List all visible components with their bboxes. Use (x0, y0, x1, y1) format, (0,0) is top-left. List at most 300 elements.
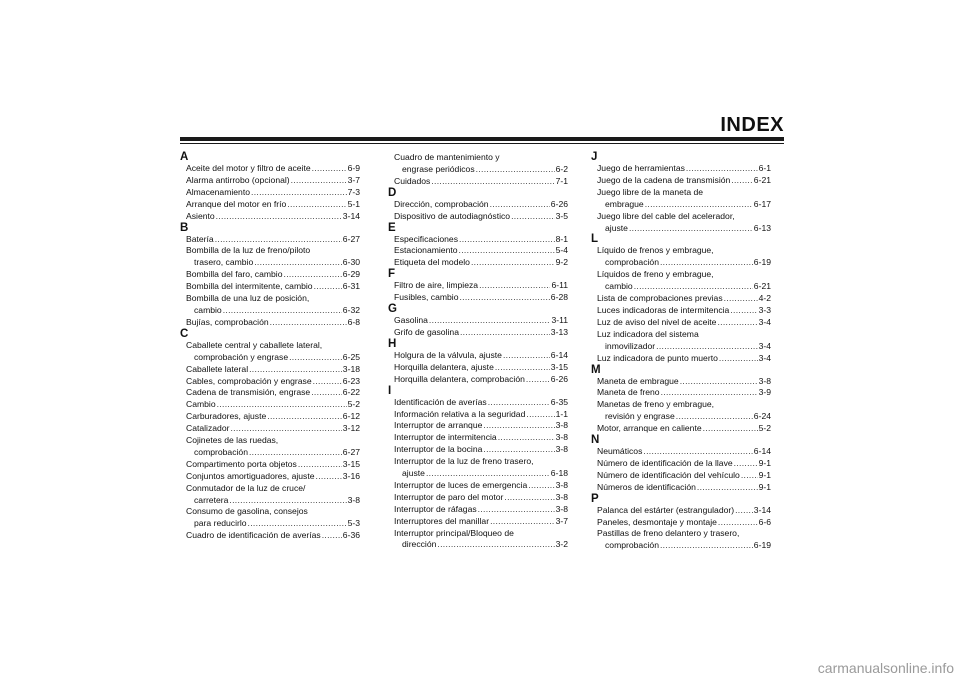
index-entry-text: Alarma antirrobo (opcional) (186, 174, 290, 185)
index-entry-page: 6-24 (753, 411, 771, 422)
index-entry-text: Interruptor de ráfagas (394, 503, 477, 514)
index-entry (388, 152, 568, 164)
index-entry-page: 3-4 (758, 352, 771, 363)
index-entry (388, 280, 568, 292)
dot-leader (284, 269, 342, 281)
index-entry-text: Palanca del estárter (estrangulador) (597, 504, 735, 515)
index-entry (180, 364, 360, 376)
index-entry (180, 435, 360, 447)
index-entry-page: 3-13 (550, 326, 568, 337)
index-entry (180, 495, 360, 507)
dot-leader (459, 234, 555, 246)
dot-leader (223, 305, 342, 317)
index-entry-page: 6-27 (342, 233, 360, 244)
dot-leader (504, 492, 554, 504)
index-entry-text: Horquilla delantera, ajuste (394, 361, 494, 372)
index-entry-page: 6-35 (550, 396, 568, 407)
dot-leader (479, 280, 550, 292)
index-entry-text: Lista de comprobaciones previas (597, 293, 723, 304)
index-entry-text: Paneles, desmontaje y montaje (597, 516, 717, 527)
index-entry (180, 411, 360, 423)
index-entry-page: 6-25 (342, 351, 360, 362)
index-entry (180, 340, 360, 352)
index-entry (388, 528, 568, 540)
index-entry-page: 6-1 (758, 163, 771, 173)
index-entry-text: Arranque del motor en frío (186, 198, 287, 209)
index-entry-text: Bujías, comprobación (186, 316, 269, 327)
dot-leader (478, 504, 555, 516)
dot-leader (717, 317, 757, 329)
dot-leader (298, 459, 342, 471)
index-entry (591, 540, 771, 552)
index-entry (591, 281, 771, 293)
index-entry-text: Caballete central y caballete lateral, (186, 339, 323, 350)
dot-leader (437, 539, 554, 551)
index-entry-text: Interruptor de la bocina (394, 444, 483, 455)
index-entry-text: carretera (194, 494, 229, 505)
index-entry-page: 6-13 (753, 222, 771, 233)
index-entry-page: 9-2 (555, 257, 568, 268)
index-entry-page: 6-17 (753, 198, 771, 209)
index-entry-page: 6-6 (758, 516, 771, 527)
index-entry (591, 505, 771, 517)
index-entry-text: Luz indicadora de punto muerto (597, 352, 718, 363)
index-entry-text: comprobación (605, 540, 659, 551)
index-entry-text: comprobación (605, 257, 659, 268)
index-entry-text: Interruptores del manillar (394, 515, 490, 526)
dot-leader (287, 199, 346, 211)
index-entry-text: Juego libre del cable del acelerador, (597, 210, 735, 221)
dot-leader (322, 530, 342, 542)
index-entry-text: Interruptor de arranque (394, 420, 483, 431)
index-entry (388, 374, 568, 386)
index-entry (591, 446, 771, 458)
dot-leader (476, 164, 555, 176)
index-entry (388, 432, 568, 444)
dot-leader (460, 327, 550, 339)
index-entry-text: Maneta de embrague (597, 375, 679, 386)
index-entry-text: Interruptor de luces de emergencia (394, 479, 528, 490)
dot-leader (314, 281, 342, 293)
index-entry-text: Bombilla del faro, cambio (186, 269, 283, 280)
dot-leader (719, 353, 758, 365)
dot-leader (289, 352, 342, 364)
index-entry-text: Luz indicadora del sistema (597, 328, 699, 339)
dot-leader (676, 411, 753, 423)
index-entry-text: Bombilla de una luz de posición, (186, 293, 310, 304)
index-entry (388, 292, 568, 304)
index-entry-text: engrase periódicos (402, 163, 475, 174)
watermark: carmanualsonline.info (817, 660, 954, 676)
index-entry (388, 350, 568, 362)
index-entry (591, 411, 771, 423)
index-entry-page: 6-31 (342, 281, 360, 292)
dot-leader (249, 364, 342, 376)
index-entry (180, 387, 360, 399)
index-entry-text: Interruptor principal/Bloqueo de (394, 527, 514, 538)
index-entry-text: Cables, comprobación y engrase (186, 375, 312, 386)
index-entry-text: Identificación de averías (394, 396, 487, 407)
index-entry-page: 3-14 (753, 504, 771, 515)
index-entry-page: 3-8 (555, 444, 568, 455)
index-entry (388, 257, 568, 269)
index-entry-text: Cuadro de identificación de averías (186, 530, 321, 541)
dot-leader (490, 199, 550, 211)
index-entry (591, 269, 771, 281)
index-letter-heading: N (591, 434, 600, 447)
index-entry (591, 376, 771, 388)
index-entry-text: Números de identificación (597, 481, 696, 492)
index-entry-text: Dirección, comprobación (394, 198, 489, 209)
index-entry-text: Asiento (186, 210, 215, 221)
dot-leader (645, 199, 753, 211)
index-entry-text: Carburadores, ajuste (186, 411, 267, 422)
index-entry-page: 3-8 (555, 479, 568, 490)
index-entry (591, 399, 771, 411)
index-entry-text: Líquidos de freno y embrague, (597, 269, 714, 280)
index-entry (180, 187, 360, 199)
index-entry-text: Catalizador (186, 423, 230, 434)
dot-leader (730, 305, 757, 317)
dot-leader (488, 397, 550, 409)
index-entry (388, 327, 568, 339)
dot-leader (741, 470, 758, 482)
index-entry-text: cambio (605, 281, 633, 292)
index-entry (180, 530, 360, 542)
index-entry (180, 281, 360, 293)
index-entry-page: 6-2 (555, 163, 568, 174)
index-entry-text: Holgura de la válvula, ajuste (394, 349, 502, 360)
index-entry-page: 6-22 (342, 387, 360, 398)
index-entry-text: trasero, cambio (194, 257, 254, 268)
index-entry (591, 187, 771, 199)
index-entry (388, 176, 568, 188)
index-entry (591, 199, 771, 211)
index-entry (591, 163, 771, 175)
index-entry-page: 3-9 (758, 387, 771, 398)
index-entry-text: Bombilla del intermitente, cambio (186, 281, 313, 292)
index-entry (388, 456, 568, 468)
index-entry-page: 7-1 (555, 175, 568, 186)
index-entry-page: 5-2 (347, 399, 360, 410)
index-entry-text: Juego libre de la maneta de (597, 186, 704, 197)
index-entry (591, 470, 771, 482)
index-entry-page: 3-7 (347, 174, 360, 185)
dot-leader (471, 257, 555, 269)
index-entry-text: Luz de aviso del nivel de aceite (597, 316, 717, 327)
index-entry (591, 329, 771, 341)
index-entry-text: Información relativa a la seguridad (394, 408, 526, 419)
index-entry-page: 3-15 (342, 458, 360, 469)
dot-leader (629, 223, 753, 235)
index-entry-page: 3-18 (342, 363, 360, 374)
index-entry-text: Dispositivo de autodiagnóstico (394, 210, 511, 221)
dot-leader (735, 505, 753, 517)
index-entry-text: Motor, arranque en caliente (597, 423, 702, 434)
index-letter-heading: L (591, 233, 599, 246)
index-entry-text: Líquido de frenos y embrague, (597, 245, 714, 256)
index-entry (180, 199, 360, 211)
index-entry (388, 539, 568, 551)
index-entry (388, 234, 568, 246)
index-entry-text: Cojinetes de las ruedas, (186, 435, 279, 446)
index-entry (180, 447, 360, 459)
index-entry-text: Batería (186, 233, 214, 244)
index-entry-text: Caballete lateral (186, 363, 249, 374)
dot-leader (316, 471, 342, 483)
index-letter-heading: H (388, 337, 397, 350)
dot-leader (697, 482, 758, 494)
index-entry (180, 483, 360, 495)
index-entry-page: 6-26 (550, 198, 568, 209)
index-entry-page: 6-29 (342, 269, 360, 280)
index-letter-heading: E (388, 221, 396, 234)
index-column-1 (180, 152, 360, 542)
dot-leader (311, 387, 342, 399)
index-column-2 (388, 152, 568, 551)
index-letter-heading: B (180, 221, 189, 234)
index-entry-page: 6-21 (753, 174, 771, 185)
dot-leader (459, 245, 555, 257)
index-entry-page: 1-1 (555, 408, 568, 419)
dot-leader (528, 480, 554, 492)
dot-leader (254, 257, 342, 269)
index-entry-text: Gasolina (394, 315, 428, 326)
index-entry (388, 468, 568, 480)
index-entry (591, 517, 771, 529)
index-entry-page: 6-19 (753, 540, 771, 551)
index-entry (388, 362, 568, 374)
index-entry-page: 6-14 (753, 446, 771, 457)
dot-leader (248, 518, 347, 530)
index-entry-text: Pastillas de freno delantero y trasero, (597, 528, 740, 539)
index-entry-text: inmovilizador (605, 340, 656, 351)
dot-leader (267, 411, 342, 423)
index-entry (180, 399, 360, 411)
index-entry-page: 6-28 (550, 292, 568, 303)
dot-leader (718, 517, 758, 529)
index-entry (591, 211, 771, 223)
index-entry-page: 9-1 (758, 481, 771, 492)
index-entry (180, 459, 360, 471)
index-entry-text: Número de identificación de la llave (597, 457, 733, 468)
index-entry (388, 504, 568, 516)
index-entry (591, 353, 771, 365)
index-entry (591, 423, 771, 435)
index-entry-text: Manetas de freno y embrague, (597, 399, 715, 410)
index-entry-page: 6-32 (342, 304, 360, 315)
index-entry-text: Horquilla delantera, comprobación (394, 373, 525, 384)
index-entry (180, 234, 360, 246)
dot-leader (490, 516, 555, 528)
index-entry (591, 482, 771, 494)
index-entry-page: 5-3 (347, 518, 360, 529)
index-entry-text: Neumáticos (597, 446, 643, 457)
index-entry (180, 506, 360, 518)
dot-leader (703, 423, 758, 435)
index-entry-page: 3-8 (347, 494, 360, 505)
dot-leader (734, 458, 758, 470)
index-entry-page: 3-8 (555, 420, 568, 431)
dot-leader (724, 293, 758, 305)
index-entry-text: Juego de la cadena de transmisión (597, 174, 731, 185)
index-letter-heading: F (388, 268, 396, 281)
index-entry-page: 6-18 (550, 468, 568, 479)
index-entry (180, 269, 360, 281)
dot-leader (216, 211, 342, 223)
index-entry-text: Almacenamiento (186, 186, 251, 197)
index-entry-text: Filtro de aire, limpieza (394, 280, 479, 291)
index-letter-heading: P (591, 492, 599, 505)
index-entry (388, 199, 568, 211)
index-entry-page: 6-14 (550, 349, 568, 360)
index-entry-page: 6-19 (753, 257, 771, 268)
index-entry-text: Número de identificación del vehículo (597, 469, 740, 480)
index-entry (591, 528, 771, 540)
index-entry (591, 305, 771, 317)
index-entry-text: Cuadro de mantenimiento y (394, 152, 500, 162)
dot-leader (215, 234, 342, 246)
index-entry (388, 164, 568, 176)
index-entry-page: 6-23 (342, 375, 360, 386)
index-entry-text: Conmutador de la luz de cruce/ (186, 482, 306, 493)
index-entry-page: 3-8 (555, 491, 568, 502)
index-entry-text: comprobación y engrase (194, 351, 289, 362)
index-entry-text: Cadena de transmisión, engrase (186, 387, 311, 398)
index-entry (180, 518, 360, 530)
dot-leader (217, 399, 347, 411)
index-entry (591, 257, 771, 269)
dot-leader (495, 362, 550, 374)
index-entry-text: cambio (194, 304, 222, 315)
index-entry-text: Estacionamiento (394, 245, 458, 256)
index-entry-text: Consumo de gasolina, consejos (186, 506, 308, 517)
index-entry-page: 8-1 (555, 233, 568, 244)
index-entry (388, 409, 568, 421)
index-entry (388, 444, 568, 456)
index-entry (388, 480, 568, 492)
header-rule-thin (180, 143, 784, 144)
index-entry-text: Etiqueta del modelo (394, 257, 470, 268)
index-entry (591, 293, 771, 305)
index-entry (591, 341, 771, 353)
dot-leader (431, 176, 554, 188)
dot-leader (230, 423, 341, 435)
index-entry-text: Grifo de gasolina (394, 326, 459, 337)
header-rule (180, 137, 784, 141)
index-entry-page: 3-11 (551, 315, 568, 326)
index-entry (180, 471, 360, 483)
dot-leader (459, 292, 549, 304)
dot-leader (483, 444, 554, 456)
index-entry-page: 6-36 (342, 530, 360, 541)
index-entry-text: ajuste (402, 468, 425, 479)
dot-leader (660, 257, 753, 269)
index-entry (388, 211, 568, 223)
index-letter-heading: M (591, 363, 601, 376)
index-entry-page: 3-15 (550, 361, 568, 372)
index-entry-page: 5-4 (555, 245, 568, 256)
index-letter-heading: G (388, 303, 397, 316)
index-entry-text: Cambio (186, 399, 216, 410)
index-entry (388, 516, 568, 528)
index-entry (180, 245, 360, 257)
index-entry (180, 305, 360, 317)
index-entry-page: 6-9 (347, 163, 360, 173)
index-entry-text: Especificaciones (394, 233, 459, 244)
dot-leader (526, 374, 550, 386)
index-entry (388, 397, 568, 409)
index-entry-page: 3-4 (758, 340, 771, 351)
dot-leader (643, 446, 752, 458)
index-entry-text: embrague (605, 198, 644, 209)
dot-leader (483, 420, 554, 432)
index-entry-page: 3-8 (555, 503, 568, 514)
index-entry (591, 317, 771, 329)
index-entry (180, 317, 360, 329)
dot-leader (251, 187, 347, 199)
index-entry-text: Interruptor de la luz de freno trasero, (394, 456, 534, 467)
index-entry-text: dirección (402, 539, 437, 550)
index-entry-page: 9-1 (758, 469, 771, 480)
dot-leader (291, 175, 347, 187)
index-letter-heading: I (388, 384, 392, 397)
dot-leader (249, 447, 342, 459)
index-entry (388, 245, 568, 257)
index-entry (591, 458, 771, 470)
index-entry (180, 376, 360, 388)
index-entry-text: Maneta de freno (597, 387, 660, 398)
index-entry-text: ajuste (605, 222, 628, 233)
index-entry (591, 245, 771, 257)
index-letter-heading: D (388, 186, 397, 199)
index-entry (180, 175, 360, 187)
index-entry-page: 3-5 (555, 210, 568, 221)
index-entry (388, 420, 568, 432)
index-entry-text: Conjuntos amortiguadores, ajuste (186, 470, 315, 481)
index-entry-page: 3-12 (342, 423, 360, 434)
dot-leader (511, 211, 554, 223)
index-entry-text: Aceite del motor y filtro de aceite (186, 163, 311, 173)
index-entry (180, 211, 360, 223)
dot-leader (680, 376, 758, 388)
index-entry-page: 6-8 (347, 316, 360, 327)
index-entry-page: 9-1 (758, 457, 771, 468)
index-letter-heading: J (591, 151, 598, 163)
dot-leader (312, 163, 347, 175)
index-entry-page: 5-1 (347, 198, 360, 209)
index-entry-page: 3-4 (758, 316, 771, 327)
index-entry-text: Luces indicadoras de intermitencia (597, 304, 730, 315)
index-entry-page: 5-2 (758, 423, 771, 434)
index-entry-page: 7-3 (347, 186, 360, 197)
index-entry-page: 3-2 (555, 539, 568, 550)
index-entry-page: 6-30 (342, 257, 360, 268)
index-entry (180, 163, 360, 175)
dot-leader (660, 540, 753, 552)
index-column-3 (591, 152, 771, 552)
index-letter-heading: C (180, 327, 189, 340)
index-entry (180, 293, 360, 305)
index-entry-text: Cuidados (394, 175, 431, 186)
dot-leader (686, 163, 758, 175)
index-entry (180, 352, 360, 364)
index-entry (388, 492, 568, 504)
dot-leader (313, 376, 342, 388)
index-entry-text: para reducirlo (194, 518, 247, 529)
index-letter-heading: A (180, 151, 189, 163)
index-entry (388, 315, 568, 327)
